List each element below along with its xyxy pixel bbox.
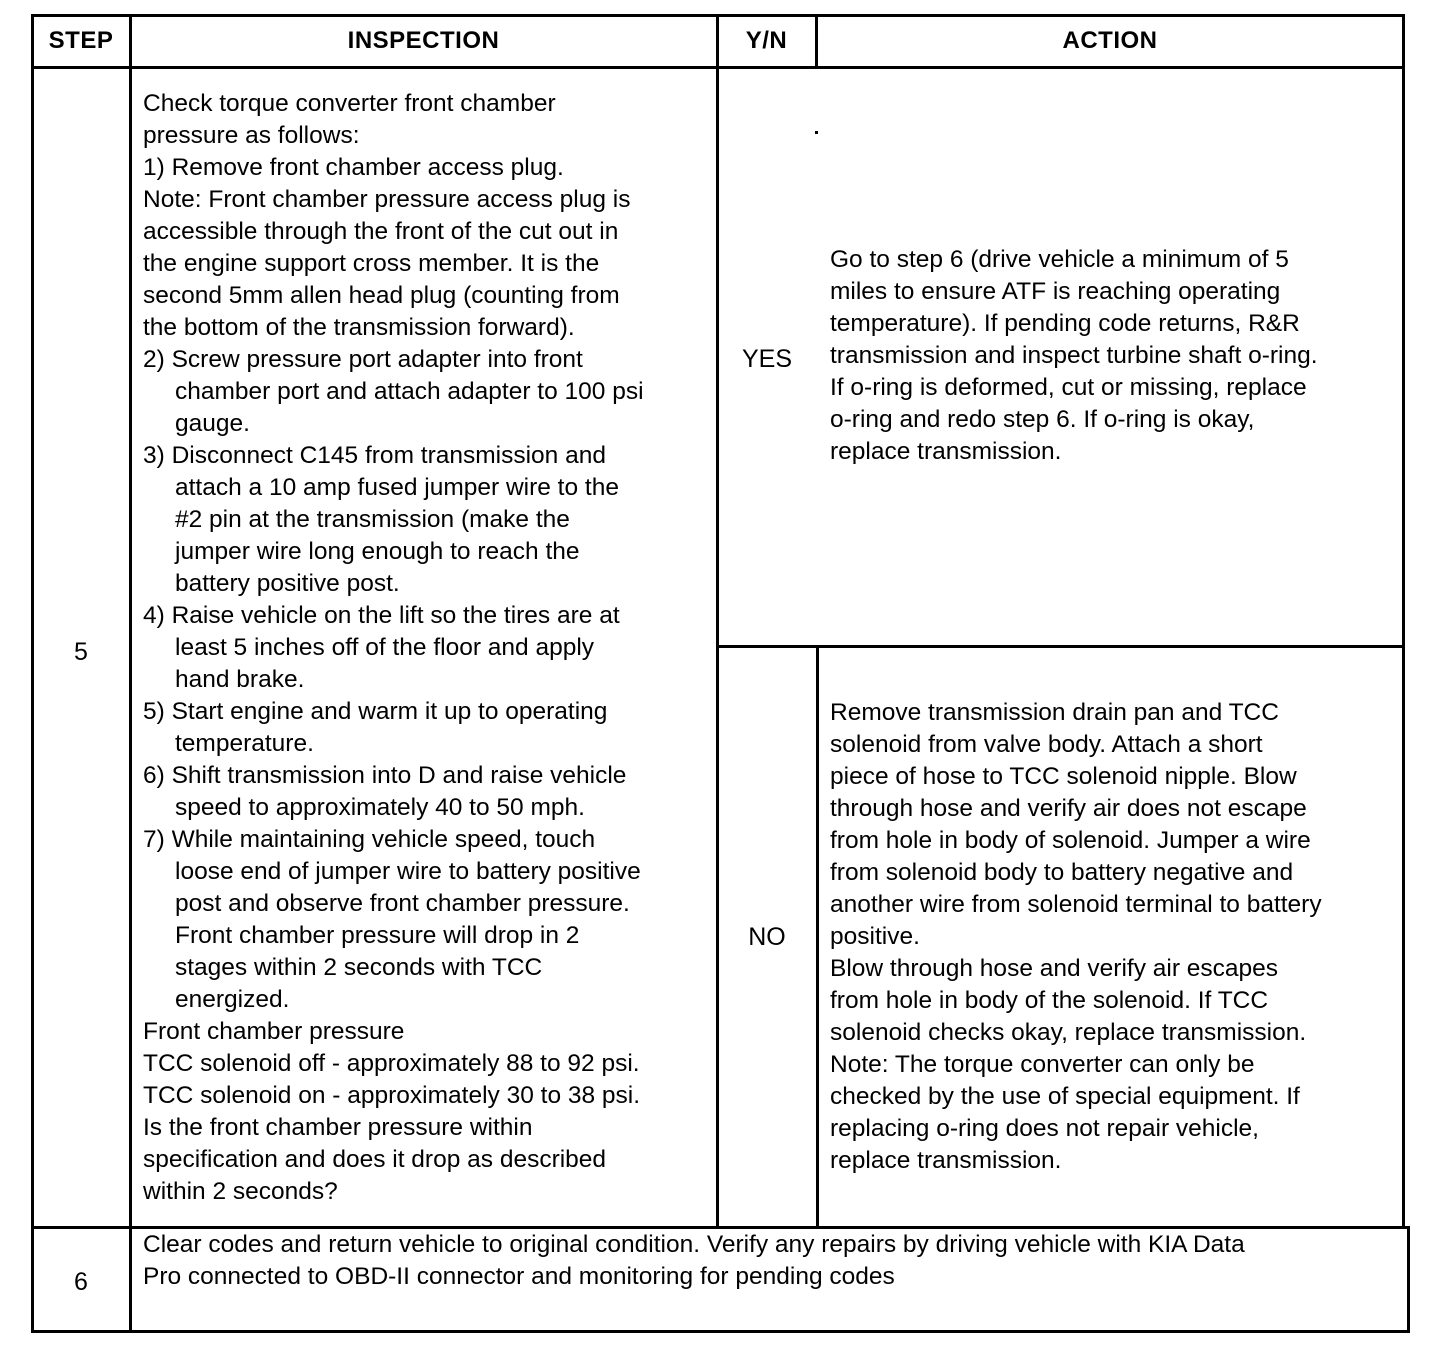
inspection-line: attach a 10 amp fused jumper wire to the (175, 474, 619, 501)
inspection-line: the engine support cross member. It is the (143, 250, 600, 277)
action-line: o-ring and redo step 6. If o-ring is okay, (830, 406, 1255, 433)
header-action: ACTION (1062, 27, 1158, 54)
inspection-line: 2) Screw pressure port adapter into front (143, 346, 583, 373)
inspection-line: 5) Start engine and warm it up to operating (143, 698, 608, 725)
inspection-line: jumper wire long enough to reach the (175, 538, 580, 565)
inspection-line: accessible through the front of the cut out in (143, 218, 619, 245)
inspection-line: gauge. (175, 410, 250, 437)
header-inspection: INSPECTION (347, 27, 500, 54)
header-step: STEP (48, 27, 114, 54)
no-label: NO (748, 922, 786, 951)
action-line: through hose and verify air does not escape (830, 795, 1307, 822)
inspection-line: 4) Raise vehicle on the lift so the tires are at (143, 602, 620, 629)
inspection-column-divider (716, 14, 719, 1227)
no-action (830, 697, 1322, 1177)
action-line: another wire from solenoid terminal to battery (830, 891, 1322, 918)
inspection-line: Is the front chamber pressure within (143, 1114, 533, 1141)
action-line: solenoid checks okay, replace transmission. (830, 1019, 1307, 1046)
yes-label: YES (741, 344, 793, 373)
inspection-line: battery positive post. (175, 570, 400, 597)
action-line: replacing o-ring does not repair vehicle, (830, 1115, 1259, 1142)
step-6-text (143, 1229, 1245, 1293)
inspection-line: energized. (175, 986, 290, 1013)
inspection-line: hand brake. (175, 666, 305, 693)
table-border-right (1402, 14, 1405, 1227)
table-border-bottom (32, 1330, 1410, 1333)
action-line: temperature). If pending code returns, R&R (830, 310, 1300, 337)
inspection-line: #2 pin at the transmission (make the (175, 506, 570, 533)
inspection-line: specification and does it drop as described (143, 1146, 607, 1173)
inspection-line: 6) Shift transmission into D and raise vehicle (143, 762, 627, 789)
action-line: replace transmission. (830, 1147, 1062, 1174)
action-line: from hole in body of solenoid. Jumper a wire (830, 827, 1311, 854)
header-yn: Y/N (745, 27, 788, 54)
inspection-line: Note: Front chamber pressure access plug is (143, 186, 631, 213)
step-number-6: 6 (74, 1267, 88, 1296)
inspection-line: 3) Disconnect C145 from transmission and (143, 442, 606, 469)
yes-action (830, 244, 1318, 468)
action-line: replace transmission. (830, 438, 1062, 465)
yes-no-divider (717, 645, 1404, 648)
action-line: Go to step 6 (drive vehicle a minimum of 5 (830, 246, 1289, 273)
action-line: from hole in body of the solenoid. If TCC (830, 987, 1269, 1014)
action-line: transmission and inspect turbine shaft o-ring. (830, 342, 1318, 369)
table-border-left (31, 14, 34, 1333)
action-line: solenoid from valve body. Attach a short (830, 731, 1263, 758)
action-line: If o-ring is deformed, cut or missing, replace (830, 374, 1307, 401)
inspection-line: least 5 inches off of the floor and apply (175, 634, 595, 661)
inspection-line: within 2 seconds? (143, 1178, 338, 1205)
action-line: Remove transmission drain pan and TCC (830, 699, 1279, 726)
inspection-line: 7) While maintaining vehicle speed, touch (143, 826, 596, 853)
step-number-5: 5 (74, 637, 88, 666)
inspection-line: TCC solenoid off - approximately 88 to 92 psi. (143, 1050, 640, 1077)
table-border-right-lower (1407, 1226, 1410, 1333)
step-6-line: Pro connected to OBD-II connector and monitoring for pending codes (143, 1263, 895, 1290)
action-line: checked by the use of special equipment. If (830, 1083, 1300, 1110)
step-column-divider (129, 14, 132, 1333)
inspection-line: chamber port and attach adapter to 100 psi (175, 378, 644, 405)
inspection-line: loose end of jumper wire to battery positive (175, 858, 641, 885)
action-line: from solenoid body to battery negative and (830, 859, 1294, 886)
inspection-line: Check torque converter front chamber (143, 90, 556, 117)
inspection-line: stages within 2 seconds with TCC (175, 954, 543, 981)
action-line: positive. (830, 923, 920, 950)
inspection-line: second 5mm allen head plug (counting from (143, 282, 620, 309)
inspection-line: TCC solenoid on - approximately 30 to 38 psi. (143, 1082, 641, 1109)
inspection-line: Front chamber pressure (143, 1018, 405, 1045)
inspection-line: temperature. (175, 730, 314, 757)
inspection-line: pressure as follows: (143, 122, 360, 149)
inspection-line: speed to approximately 40 to 50 mph. (175, 794, 585, 821)
inspection-line: the bottom of the transmission forward). (143, 314, 575, 341)
action-line: piece of hose to TCC solenoid nipple. Blow (830, 763, 1297, 790)
inspection-line: Front chamber pressure will drop in 2 (175, 922, 580, 949)
step-6-line: Clear codes and return vehicle to original condition. Verify any repairs by driving vehicle with KIA Data (143, 1231, 1245, 1258)
scan-mark (815, 131, 818, 134)
inspection-step-5 (143, 88, 644, 1208)
inspection-line: post and observe front chamber pressure. (175, 890, 630, 917)
inspection-line: 1) Remove front chamber access plug. (143, 154, 564, 181)
action-line: Blow through hose and verify air escapes (830, 955, 1279, 982)
action-line: Note: The torque converter can only be (830, 1051, 1255, 1078)
action-line: miles to ensure ATF is reaching operating (830, 278, 1281, 305)
